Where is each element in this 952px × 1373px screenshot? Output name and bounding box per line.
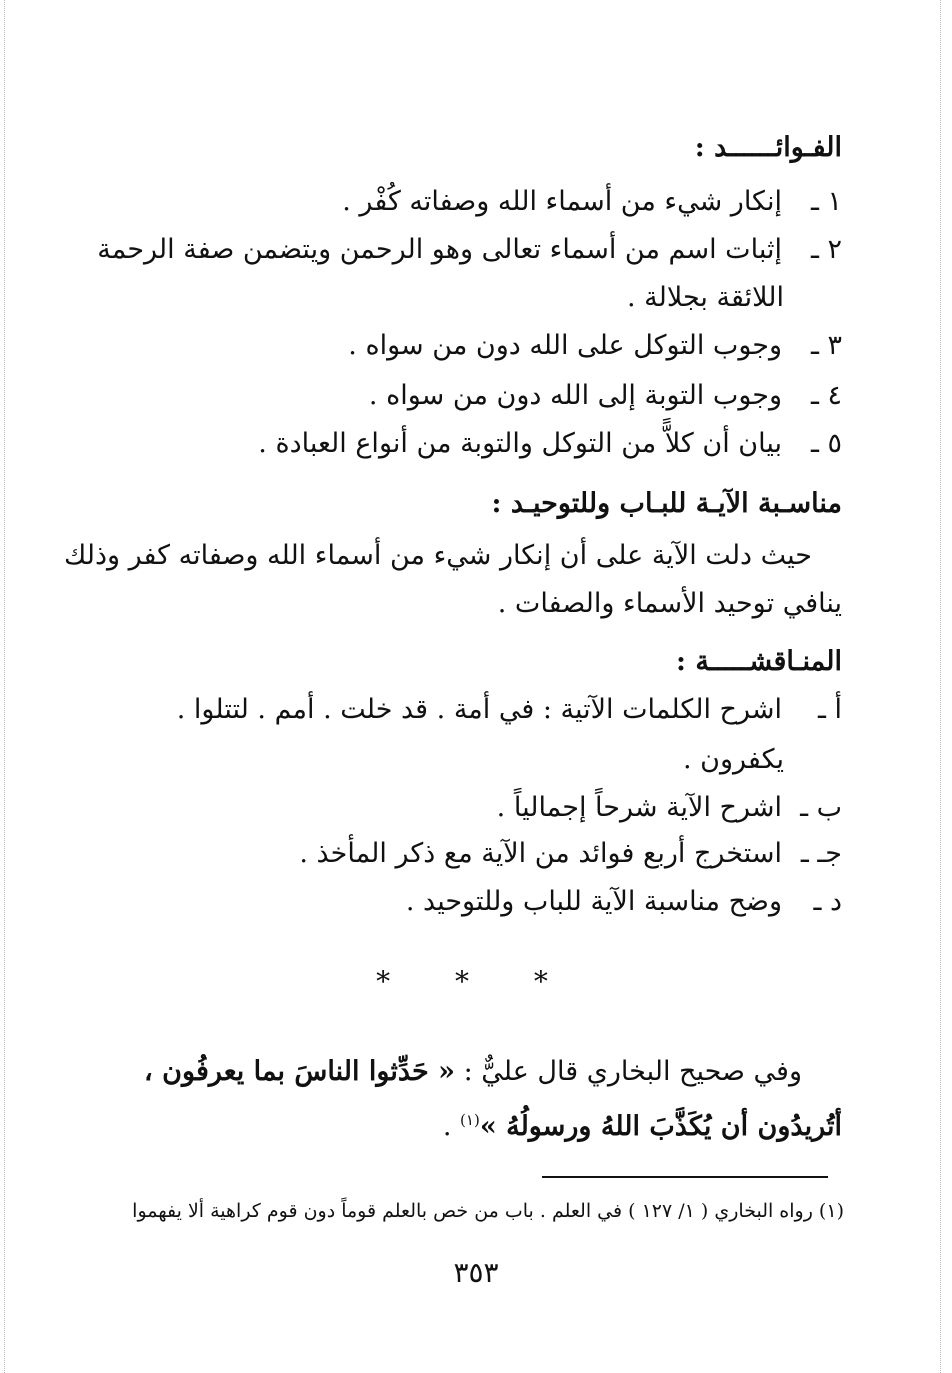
discussion-text: اشرح الآية شرحاً إجمالياً . xyxy=(496,792,782,823)
discussion-letter: ب ـ xyxy=(800,792,842,823)
benefit-text: إثبات اسم من أسماء تعالى وهو الرحمن ويتضمن صفة الرحمة xyxy=(97,234,782,265)
discussion-heading: المنـاقشـــــة : xyxy=(675,646,842,677)
discussion-text: استخرج أربع فوائد من الآية مع ذكر المأخذ . xyxy=(299,838,782,869)
benefit-number: ٢ ـ xyxy=(810,234,842,265)
relevance-line-1: حيث دلت الآية على أن إنكار شيء من أسماء الله وصفاته كفر وذلك xyxy=(64,540,812,571)
benefit-number: ٣ ـ xyxy=(810,330,842,361)
benefit-number: ١ ـ xyxy=(810,186,842,217)
discussion-letter: جـ ـ xyxy=(800,838,842,869)
hadith-end: . xyxy=(442,1111,461,1142)
hadith-intro: وفي صحيح البخاري قال عليٌّ : xyxy=(463,1056,802,1087)
section-separator: * * * xyxy=(376,965,576,998)
scan-edge-right xyxy=(940,0,943,1373)
scan-edge-left xyxy=(4,0,7,1373)
benefit-text: إنكار شيء من أسماء الله وصفاته كُفْر . xyxy=(342,186,782,217)
discussion-item-a-continuation: يكفرون . xyxy=(682,744,784,775)
discussion-letter: أ ـ xyxy=(818,694,842,725)
benefit-item-1 xyxy=(150,182,842,222)
discussion-item-d xyxy=(150,882,842,922)
discussion-item-b xyxy=(150,788,842,828)
benefit-item-5 xyxy=(150,424,842,464)
benefit-item-2 xyxy=(97,230,842,270)
benefit-text: وجوب التوبة إلى الله دون من سواه . xyxy=(368,380,782,411)
benefit-text: بيان أن كلاًّ من التوكل والتوبة من أنواع العبادة . xyxy=(258,428,782,459)
benefit-text: وجوب التوكل على الله دون من سواه . xyxy=(348,330,782,361)
hadith-line-1 xyxy=(144,1052,802,1092)
discussion-item-c xyxy=(150,834,842,874)
benefit-item-3 xyxy=(150,326,842,366)
benefit-item-2-continuation: اللائقة بجلالة . xyxy=(627,282,784,313)
discussion-item-a xyxy=(160,690,842,730)
discussion-text: وضح مناسبة الآية للباب وللتوحيد . xyxy=(405,886,782,917)
discussion-letter: د ـ xyxy=(813,886,842,917)
hadith-quote-2: أتُريدُون أن يُكَذَّبَ اللهُ ورسولُهُ » xyxy=(479,1111,842,1142)
footnote: (١) رواه البخاري ( ١/ ١٢٧ ) في العلم . باب من خص بالعلم قوماً دون قوم كراهية ألا يفهموا xyxy=(132,1200,844,1222)
benefits-heading: الفـوائــــــد : xyxy=(694,132,842,163)
relevance-line-2: ينافي توحيد الأسماء والصفات . xyxy=(497,588,842,619)
relevance-heading: مناسـبة الآيـة للبـاب وللتوحيـد : xyxy=(491,488,842,519)
benefit-item-4 xyxy=(150,376,842,416)
benefit-number: ٥ ـ xyxy=(810,428,842,459)
benefit-number: ٤ ـ xyxy=(810,380,842,411)
discussion-text: اشرح الكلمات الآتية : في أمة . قد خلت . أمم . لتتلوا . xyxy=(176,694,782,725)
hadith-line-2 xyxy=(150,1100,842,1147)
page-number: ٣٥٣ xyxy=(453,1256,499,1289)
footnote-reference: (١) xyxy=(460,1111,480,1129)
footnote-rule xyxy=(542,1176,828,1178)
hadith-quote-1: « حَدِّثوا الناسَ بما يعرفُون ، xyxy=(144,1056,455,1087)
